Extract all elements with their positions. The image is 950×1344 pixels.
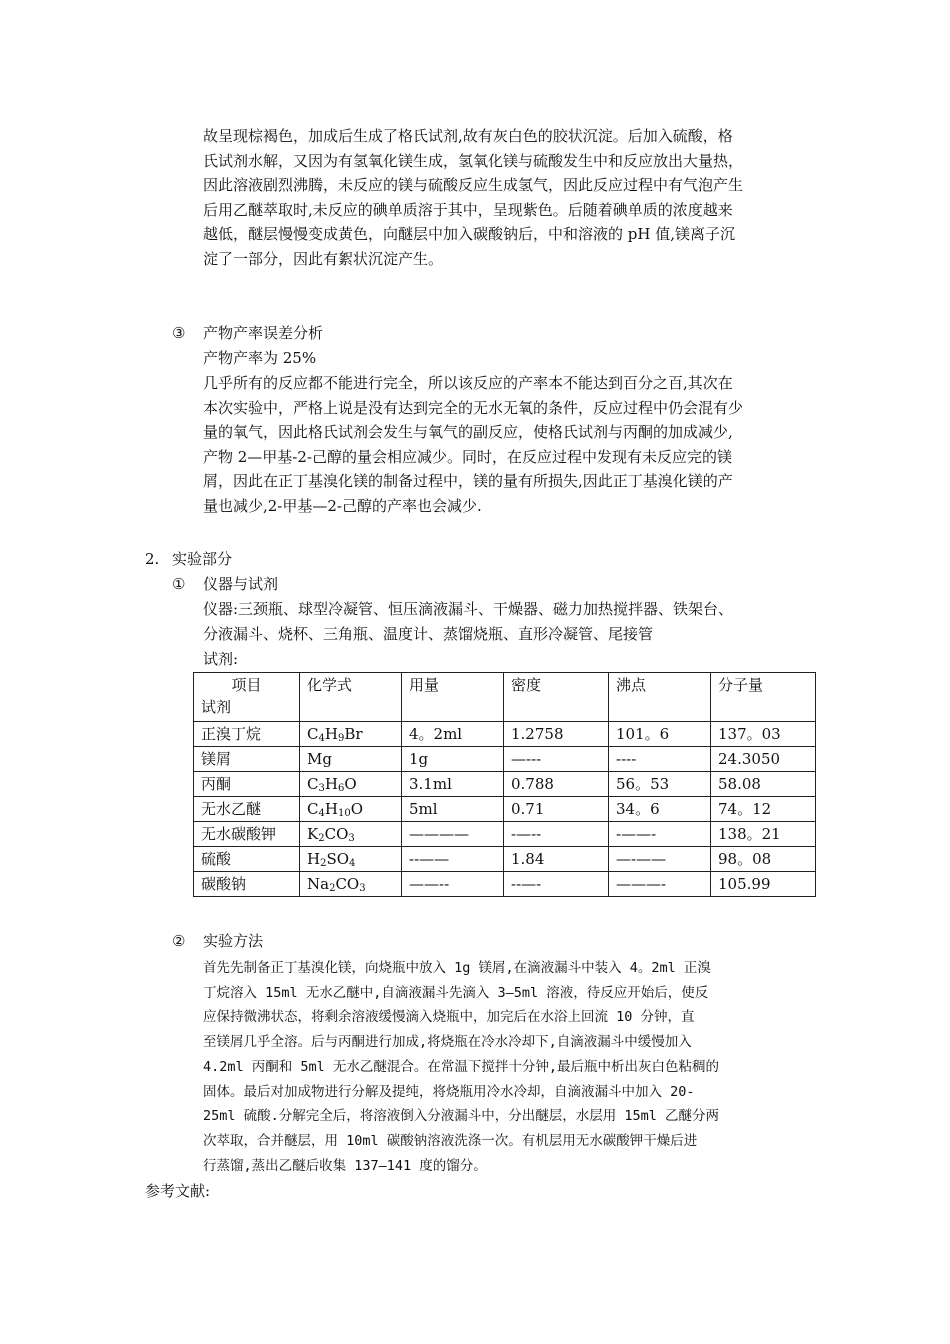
formula-symbol: O bbox=[350, 800, 363, 818]
column-header: 分子量 bbox=[711, 673, 816, 722]
formula-subscript: 3 bbox=[359, 883, 366, 894]
formula-subscript: 2 bbox=[320, 858, 327, 869]
molecular-weight-cell: 58.08 bbox=[711, 772, 816, 797]
formula-cell bbox=[300, 772, 402, 797]
reagent-name-cell: 镁屑 bbox=[194, 747, 300, 772]
amount-cell: 5ml bbox=[402, 797, 504, 822]
density-cell: 1.2758 bbox=[504, 722, 609, 747]
reagent-name-cell: 无水乙醚 bbox=[194, 797, 300, 822]
table-row bbox=[194, 872, 816, 897]
boiling-point-cell: 56。53 bbox=[609, 772, 711, 797]
boiling-point-cell: -——- bbox=[609, 822, 711, 847]
formula-cell bbox=[300, 797, 402, 822]
reagent-name-cell: 正溴丁烷 bbox=[194, 722, 300, 747]
molecular-weight-cell: 24.3050 bbox=[711, 747, 816, 772]
text-line: 越低，醚层慢慢变成黄色，向醚层中加入碳酸钠后，中和溶液的 pH 值,镁离子沉 bbox=[203, 225, 735, 243]
amount-cell: 3.1ml bbox=[402, 772, 504, 797]
text-line: 25ml 硫酸.分解完全后，将溶液倒入分液漏斗中，分出醚层，水层用 15ml 乙醚分两 bbox=[203, 1108, 720, 1125]
text-line: 因此溶液剧烈沸腾，未反应的镁与硫酸反应生成氢气，因此反应过程中有气泡产生 bbox=[203, 176, 744, 194]
text-line: 本次实验中，严格上说是没有达到完全的无水无氧的条件，反应过程中仍会混有少 bbox=[203, 398, 744, 417]
formula-cell bbox=[300, 847, 402, 872]
density-cell: —--- bbox=[504, 747, 609, 772]
table-row bbox=[194, 847, 816, 872]
formula-subscript: 9 bbox=[337, 733, 345, 744]
formula-symbol: H bbox=[324, 800, 338, 818]
part2-title: 实验部分 bbox=[172, 550, 233, 568]
table-row bbox=[194, 822, 816, 847]
section3-body bbox=[203, 371, 815, 518]
formula-symbol: Br bbox=[344, 725, 363, 743]
formula-subscript: 4 bbox=[349, 858, 356, 869]
section3-title: 产物产率误差分析 bbox=[203, 324, 324, 342]
molecular-weight-cell: 98。08 bbox=[711, 847, 816, 872]
table-header-row bbox=[194, 673, 816, 722]
method-marker: ② bbox=[172, 932, 186, 950]
text-line: 产物 2—甲基-2-己醇的量会相应减少。同时，在反应过程中发现有未反应完的镁 bbox=[203, 447, 732, 466]
formula-subscript: 3 bbox=[348, 833, 355, 844]
boiling-point-cell: ---- bbox=[609, 747, 711, 772]
molecular-weight-cell: 137。03 bbox=[711, 722, 816, 747]
sub1-marker: ① bbox=[172, 575, 186, 593]
column-header: 沸点 bbox=[609, 673, 711, 722]
density-cell: 1.84 bbox=[504, 847, 609, 872]
method-body bbox=[203, 956, 815, 1178]
formula-symbol: Mg bbox=[307, 750, 332, 768]
text-line: 行蒸馏,蒸出乙醚后收集 137—141 度的馏分。 bbox=[203, 1157, 487, 1174]
sub1-title: 仪器与试剂 bbox=[203, 575, 279, 593]
table-row bbox=[194, 722, 816, 747]
density-cell: --—- bbox=[504, 872, 609, 897]
formula-symbol: CO bbox=[335, 875, 360, 893]
text-line: 固体。最后对加成物进行分解及提纯，将烧瓶用冷水冷却，自滴液漏斗中加入 20- bbox=[203, 1083, 695, 1100]
reagent-name-cell: 硫酸 bbox=[194, 847, 300, 872]
text-line: 屑，因此在正丁基溴化镁的制备过程中，镁的量有所损失,因此正丁基溴化镁的产 bbox=[203, 472, 733, 490]
formula-cell bbox=[300, 722, 402, 747]
text-line: 次萃取，合并醚层，用 10ml 碳酸钠溶液洗涤一次。有机层用无水碳酸钾干燥后进 bbox=[203, 1132, 698, 1149]
amount-cell: 1g bbox=[402, 747, 504, 772]
formula-symbol: O bbox=[344, 775, 357, 793]
formula-subscript: 10 bbox=[337, 808, 351, 819]
text-line: 丁烷溶入 15ml 无水乙醚中,自滴液漏斗先滴入 3—5ml 溶液，待反应开始后，使反 bbox=[203, 984, 709, 1001]
reagents-label: 试剂: bbox=[203, 650, 239, 668]
header-top-label: 项目 bbox=[231, 676, 262, 694]
text-line: 至镁屑几乎全溶。后与丙酮进行加成,将烧瓶在冷水冷却下,自滴液漏斗中缓慢加入 bbox=[203, 1034, 692, 1051]
amount-cell: 4。2ml bbox=[402, 722, 504, 747]
formula-subscript: 4 bbox=[318, 733, 325, 744]
density-cell: 0.71 bbox=[504, 797, 609, 822]
method-title: 实验方法 bbox=[203, 932, 264, 950]
formula-symbol: H bbox=[307, 850, 321, 868]
molecular-weight-cell: 74。12 bbox=[711, 797, 816, 822]
text-line: 故呈现棕褐色，加成后生成了格氏试剂,故有灰白色的胶状沉淀。后加入硫酸，格 bbox=[203, 127, 733, 145]
part2-number: 2. bbox=[145, 550, 160, 568]
instruments-line: 仪器:三颈瓶、球型冷凝管、恒压滴液漏斗、干燥器、磁力加热搅拌器、铁架台、 bbox=[203, 600, 734, 618]
formula-subscript: 3 bbox=[318, 783, 325, 794]
formula-cell bbox=[300, 872, 402, 897]
formula-subscript: 2 bbox=[329, 883, 336, 894]
density-cell: -—-- bbox=[504, 822, 609, 847]
header-corner-cell bbox=[194, 673, 300, 722]
text-line: 应保持微沸状态，将剩余溶液缓慢滴入烧瓶中，加完后在水浴上回流 10 分钟，直 bbox=[203, 1009, 695, 1026]
table-row bbox=[194, 747, 816, 772]
formula-symbol: C bbox=[307, 800, 319, 818]
formula-symbol: H bbox=[324, 775, 338, 793]
formula-symbol: C bbox=[307, 725, 319, 743]
formula-symbol: C bbox=[307, 775, 319, 793]
table-row bbox=[194, 772, 816, 797]
text-line: 量的氧气，因此格氏试剂会发生与氧气的副反应，使格氏试剂与丙酮的加成减少, bbox=[203, 423, 733, 441]
formula-cell bbox=[300, 822, 402, 847]
formula-subscript: 4 bbox=[318, 808, 325, 819]
amount-cell: ———— bbox=[402, 822, 504, 847]
column-header: 化学式 bbox=[300, 673, 402, 722]
formula-symbol: Na bbox=[307, 875, 330, 893]
table-row bbox=[194, 797, 816, 822]
text-line: 氏试剂水解，又因为有氢氧化镁生成，氢氧化镁与硫酸发生中和反应放出大量热， bbox=[203, 151, 744, 170]
text-line: 4.2ml 丙酮和 5ml 无水乙醚混合。在常温下搅拌十分钟,最后瓶中析出灰白色粘稠的 bbox=[203, 1058, 720, 1075]
boiling-point-cell: 34。6 bbox=[609, 797, 711, 822]
boiling-point-cell: 101。6 bbox=[609, 722, 711, 747]
yield-line: 产物产率为 25% bbox=[203, 349, 317, 367]
reagent-name-cell: 碳酸钠 bbox=[194, 872, 300, 897]
amount-cell: --—— bbox=[402, 847, 504, 872]
formula-symbol: K bbox=[307, 825, 319, 843]
formula-symbol: H bbox=[324, 725, 338, 743]
formula-symbol: SO bbox=[326, 850, 350, 868]
column-header: 用量 bbox=[402, 673, 504, 722]
column-header: 密度 bbox=[504, 673, 609, 722]
references-label: 参考文献: bbox=[145, 1182, 211, 1200]
amount-cell: ——-- bbox=[402, 872, 504, 897]
text-line: 量也减少,2-甲基—2-己醇的产率也会减少. bbox=[203, 496, 482, 515]
instruments-line: 分液漏斗、烧杯、三角瓶、温度计、蒸馏烧瓶、直形冷凝管、尾接管 bbox=[203, 625, 654, 643]
molecular-weight-cell: 105.99 bbox=[711, 872, 816, 897]
paragraph-top bbox=[203, 124, 815, 271]
reagents-table bbox=[193, 672, 816, 897]
density-cell: 0.788 bbox=[504, 772, 609, 797]
section3-marker: ③ bbox=[172, 324, 186, 342]
formula-subscript: 6 bbox=[337, 783, 345, 794]
reagent-name-cell: 无水碳酸钾 bbox=[194, 822, 300, 847]
text-line: 首先先制备正丁基溴化镁，向烧瓶中放入 1g 镁屑,在滴液漏斗中装入 4。2ml 正溴 bbox=[203, 960, 711, 976]
text-line: 淀了一部分，因此有絮状沉淀产生。 bbox=[203, 249, 444, 268]
boiling-point-cell: —-—— bbox=[609, 847, 711, 872]
formula-symbol: CO bbox=[324, 825, 349, 843]
text-line: 几乎所有的反应都不能进行完全，所以该反应的产率本不能达到百分之百,其次在 bbox=[203, 374, 733, 392]
formula-subscript: 2 bbox=[318, 833, 325, 844]
text-line: 后用乙醚萃取时,未反应的碘单质溶于其中，呈现紫色。后随着碘单质的浓度越来 bbox=[203, 200, 733, 219]
molecular-weight-cell: 138。21 bbox=[711, 822, 816, 847]
reagent-name-cell: 丙酮 bbox=[194, 772, 300, 797]
boiling-point-cell: ———- bbox=[609, 872, 711, 897]
header-bottom-label: 试剂 bbox=[201, 698, 232, 716]
formula-cell bbox=[300, 747, 402, 772]
